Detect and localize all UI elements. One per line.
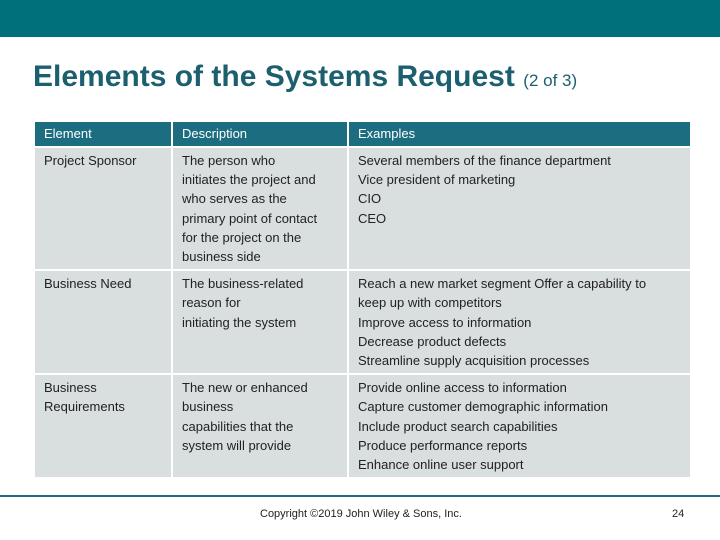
description-line: The new or enhanced <box>182 380 308 396</box>
description-cell <box>172 270 348 374</box>
description-line: system will provide <box>182 437 292 453</box>
element-line: Project Sponsor <box>44 153 137 168</box>
slide-title-subtitle: (2 of 3) <box>523 71 578 90</box>
description-line: reason for <box>182 295 241 311</box>
description-line: business <box>182 399 234 415</box>
element-line: Business <box>44 380 97 396</box>
example-line: Provide online access to information <box>358 380 567 396</box>
slide-title <box>33 60 577 94</box>
element-line: Requirements <box>44 399 125 415</box>
slide-title-main: Elements of the Systems Request <box>33 60 515 93</box>
table-row <box>35 374 690 477</box>
element-cell <box>35 270 172 374</box>
example-line: keep up with competitors <box>358 295 502 311</box>
example-line: Decrease product defects <box>358 333 507 349</box>
column-header-description: Description <box>172 122 348 147</box>
element-cell <box>35 374 172 477</box>
example-line: Produce performance reports <box>358 437 528 453</box>
footer-rule <box>0 495 720 497</box>
description-line: capabilities that the <box>182 418 294 434</box>
description-line: initiating the system <box>182 314 297 330</box>
example-line: Vice president of marketing <box>358 172 516 188</box>
example-line: Include product search capabilities <box>358 418 558 434</box>
element-line: Business Need <box>44 276 132 292</box>
example-line: Enhance online user support <box>358 457 524 473</box>
column-header-examples: Examples <box>348 122 690 147</box>
element-cell <box>35 147 172 270</box>
description-line: The person who <box>182 153 276 168</box>
example-line: Streamline supply acquisition processes <box>358 353 590 369</box>
description-line: business side <box>182 249 261 265</box>
description-line: who serves as the <box>182 191 287 207</box>
example-line: Several members of the finance department <box>358 153 611 168</box>
page-number: 24 <box>672 508 685 520</box>
table-header-row <box>35 122 690 147</box>
examples-cell <box>348 374 690 477</box>
column-header-element: Element <box>35 122 172 147</box>
table-row <box>35 147 690 270</box>
top-accent-bar <box>0 0 720 37</box>
example-line: CEO <box>358 210 387 226</box>
example-line: Improve access to information <box>358 314 532 330</box>
example-line: Reach a new market segment Offer a capability to <box>358 276 647 292</box>
example-line: CIO <box>358 191 382 207</box>
example-line: Capture customer demographic information <box>358 399 609 415</box>
table-row <box>35 270 690 374</box>
examples-cell <box>348 270 690 374</box>
description-line: initiates the project and <box>182 172 316 188</box>
description-cell <box>172 147 348 270</box>
copyright-notice: Copyright ©2019 John Wiley & Sons, Inc. <box>260 508 462 520</box>
examples-cell <box>348 147 690 270</box>
systems-request-table <box>35 122 690 477</box>
description-cell <box>172 374 348 477</box>
description-line: primary point of contact <box>182 210 318 226</box>
description-line: for the project on the <box>182 229 302 245</box>
description-line: The business-related <box>182 276 304 292</box>
